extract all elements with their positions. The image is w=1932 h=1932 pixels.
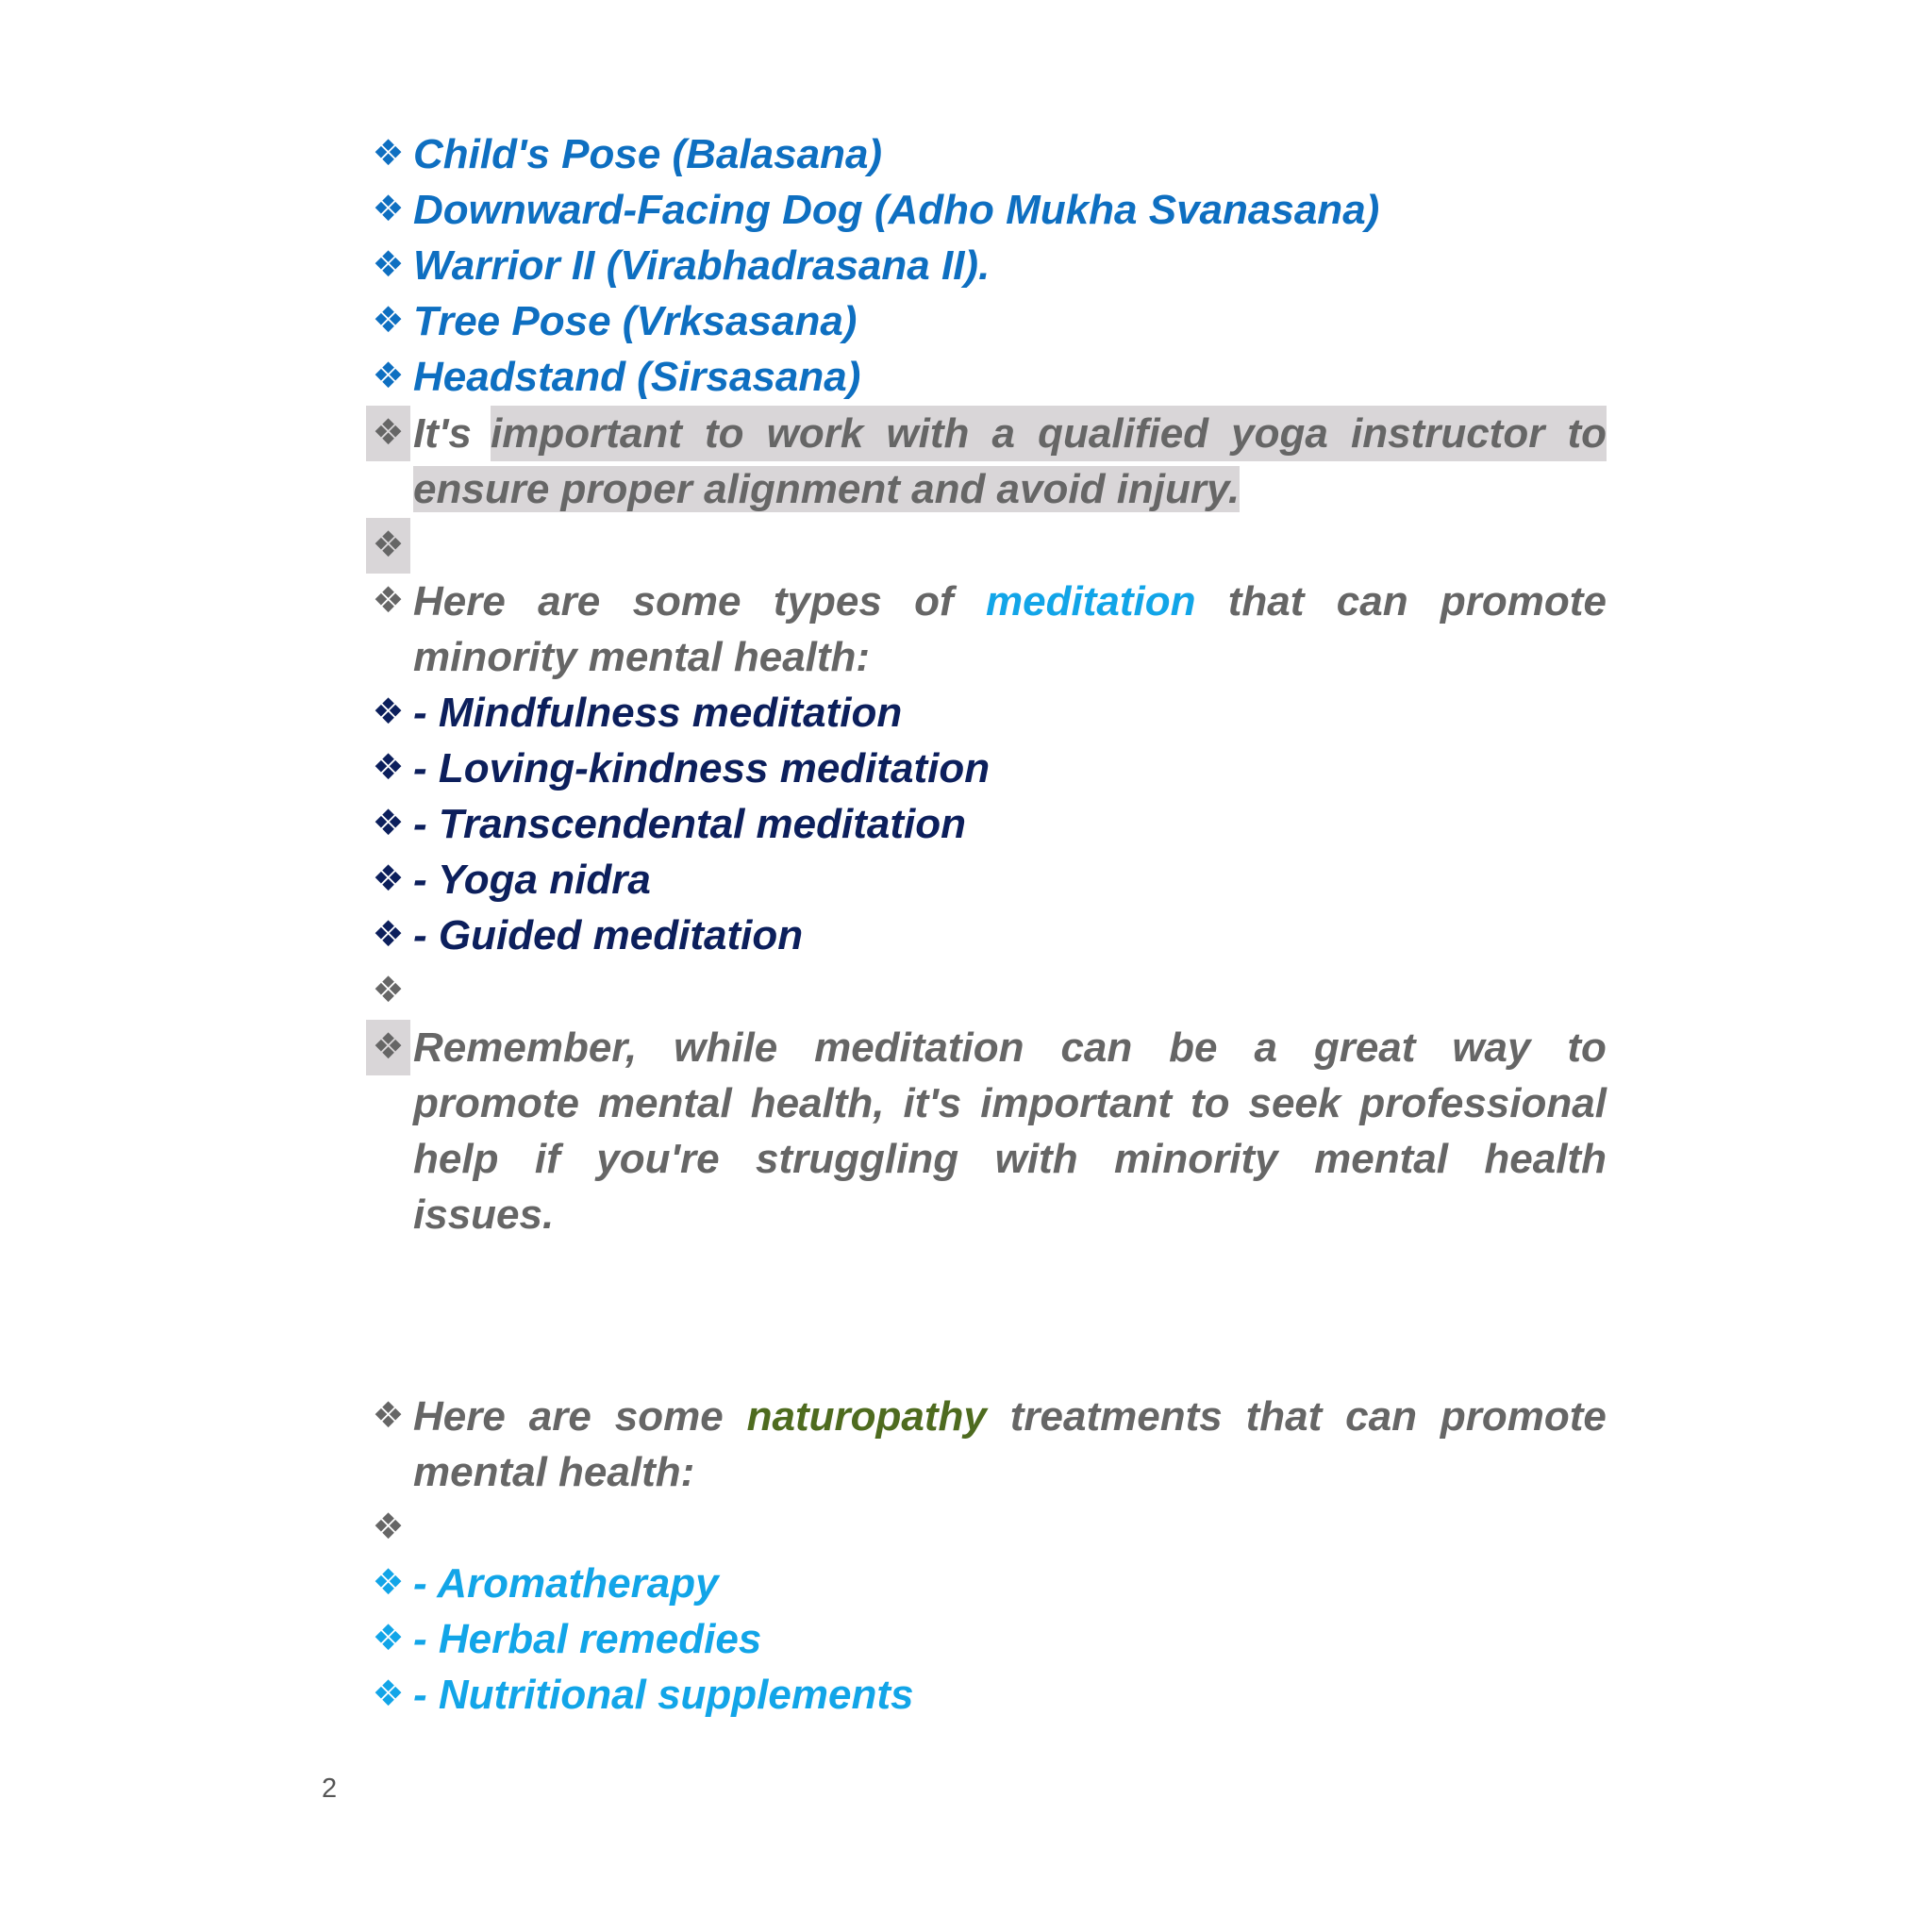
empty-list-item (366, 518, 1616, 574)
instructor-note-line-1 (366, 406, 1616, 461)
word: that (1245, 1393, 1323, 1440)
diamond-bullet-icon: ❖ (372, 748, 405, 788)
word: yoga (1231, 410, 1328, 457)
word: it's (903, 1080, 962, 1126)
diamond-bullet-icon: ❖ (372, 190, 405, 229)
meditation-intro-text: minority mental health: (413, 634, 871, 680)
diamond-bullet-icon: ❖ (372, 915, 405, 955)
highlighted-text (491, 406, 1607, 461)
diamond-bullet-icon: ❖ (372, 301, 405, 341)
list-item-meditation-type (366, 741, 1616, 796)
word: can (1345, 1393, 1417, 1440)
meditation-intro-line-1 (366, 574, 1616, 629)
word: important (491, 410, 682, 457)
word: promote (1440, 1393, 1607, 1440)
meditation-type-label: - Guided meditation (413, 912, 804, 958)
list-item-meditation-type (366, 685, 1616, 741)
diamond-bullet-icon: ❖ (372, 245, 405, 285)
reminder-line-3 (366, 1131, 1616, 1187)
word: a (1254, 1024, 1277, 1071)
reminder-text: issues. (413, 1191, 555, 1238)
reminder-text (413, 1020, 1607, 1075)
word: if (534, 1136, 560, 1182)
word: are (538, 578, 601, 625)
meditation-intro-line-2 (366, 629, 1616, 685)
word: to (1567, 1024, 1607, 1071)
instructor-note-line-2 (366, 461, 1616, 517)
diamond-bullet-icon: ❖ (366, 1020, 410, 1075)
word: mental (1314, 1136, 1448, 1182)
page-number: 2 (322, 1774, 338, 1804)
list-item-naturopathy-treatment (366, 1667, 1616, 1723)
yoga-pose-label: Tree Pose (Vrksasana) (413, 298, 858, 344)
word: you're (596, 1136, 720, 1182)
empty-list-item (366, 963, 1616, 1019)
word: be (1169, 1024, 1218, 1071)
word: professional (1359, 1080, 1607, 1126)
word: promote (413, 1080, 579, 1126)
word: with (994, 1136, 1078, 1182)
word: some (632, 578, 741, 625)
yoga-pose-label: Downward-Facing Dog (Adho Mukha Svanasana) (413, 187, 1380, 233)
word: meditation (814, 1024, 1024, 1071)
word: struggling (756, 1136, 959, 1182)
word: that (1227, 578, 1305, 625)
diamond-bullet-icon: ❖ (372, 357, 405, 396)
word: way (1452, 1024, 1531, 1071)
word: health (1484, 1136, 1607, 1182)
word: some (614, 1393, 724, 1440)
word: Here (413, 578, 506, 625)
word: promote (1440, 578, 1607, 625)
list-item-naturopathy-treatment (366, 1611, 1616, 1667)
word: Here (413, 1393, 506, 1440)
word: types (773, 578, 882, 625)
word: minority (1114, 1136, 1278, 1182)
word: great (1313, 1024, 1416, 1071)
word: qualified (1038, 410, 1209, 457)
instructor-note-line2: ensure proper alignment and avoid injury. (413, 466, 1241, 512)
word: instructor (1350, 410, 1545, 457)
treatment-label: - Aromatherapy (413, 1560, 719, 1607)
word: work (766, 410, 864, 457)
reminder-text (413, 1131, 1607, 1187)
meditation-type-label: - Transcendental meditation (413, 801, 966, 847)
yoga-pose-label: Headstand (Sirsasana) (413, 354, 861, 400)
word: can (1336, 578, 1408, 625)
diamond-bullet-icon: ❖ (372, 1619, 405, 1658)
list-item-meditation-type (366, 908, 1616, 963)
naturopathy-intro-text (413, 1389, 1607, 1444)
word: can (1060, 1024, 1133, 1071)
diamond-bullet-icon: ❖ (372, 581, 405, 621)
reminder-line-4 (366, 1187, 1616, 1242)
diamond-bullet-icon: ❖ (372, 1507, 405, 1547)
meditation-intro-text (413, 574, 1607, 629)
word: mental (597, 1080, 732, 1126)
diamond-bullet-icon: ❖ (372, 1563, 405, 1603)
word: of (914, 578, 954, 625)
diamond-bullet-icon: ❖ (372, 971, 405, 1010)
word: are (528, 1393, 591, 1440)
yoga-pose-label: Child's Pose (Balasana) (413, 131, 883, 177)
word: a (991, 410, 1016, 457)
meditation-type-label: - Loving-kindness meditation (413, 745, 991, 791)
reminder-text (413, 1075, 1607, 1131)
treatment-label: - Nutritional supplements (413, 1672, 914, 1718)
word: meditation (986, 578, 1196, 625)
empty-list-item (366, 1500, 1616, 1556)
list-item-naturopathy-treatment (366, 1556, 1616, 1611)
yoga-pose-label: Warrior II (Virabhadrasana II). (413, 242, 991, 289)
instructor-note-text (413, 461, 1607, 517)
list-item-yoga-pose (366, 182, 1616, 238)
word: health, (750, 1080, 885, 1126)
diamond-bullet-icon: ❖ (366, 518, 410, 574)
word: help (413, 1136, 499, 1182)
word: with (886, 410, 970, 457)
list-item-yoga-pose (366, 349, 1616, 405)
word: to (1567, 410, 1607, 457)
meditation-type-label: - Mindfulness meditation (413, 690, 903, 736)
treatment-label: - Herbal remedies (413, 1616, 762, 1662)
instructor-note-text (413, 406, 1607, 461)
word: while (674, 1024, 778, 1071)
naturopathy-intro-text: mental health: (413, 1449, 695, 1495)
reminder-line-2 (366, 1075, 1616, 1131)
diamond-bullet-icon: ❖ (366, 406, 410, 461)
naturopathy-intro-line-1 (366, 1389, 1616, 1444)
word: Remember, (413, 1024, 638, 1071)
word: important (980, 1080, 1173, 1126)
word: treatments (1009, 1393, 1223, 1440)
naturopathy-intro-line-2 (366, 1444, 1616, 1500)
reminder-line-1 (366, 1020, 1616, 1075)
list-item-yoga-pose (366, 238, 1616, 293)
word: to (1191, 1080, 1230, 1126)
word: to (705, 410, 744, 457)
list-item-meditation-type (366, 796, 1616, 852)
diamond-bullet-icon: ❖ (372, 1396, 405, 1436)
list-item-yoga-pose (366, 293, 1616, 349)
meditation-type-label: - Yoga nidra (413, 857, 651, 903)
word: naturopathy (746, 1393, 987, 1440)
instructor-note-prefix: It's (413, 410, 472, 457)
word: seek (1248, 1080, 1341, 1126)
diamond-bullet-icon: ❖ (372, 804, 405, 843)
list-item-meditation-type (366, 852, 1616, 908)
diamond-bullet-icon: ❖ (372, 692, 405, 732)
diamond-bullet-icon: ❖ (372, 134, 405, 174)
diamond-bullet-icon: ❖ (372, 859, 405, 899)
diamond-bullet-icon: ❖ (372, 1674, 405, 1714)
list-item-yoga-pose (366, 126, 1616, 182)
